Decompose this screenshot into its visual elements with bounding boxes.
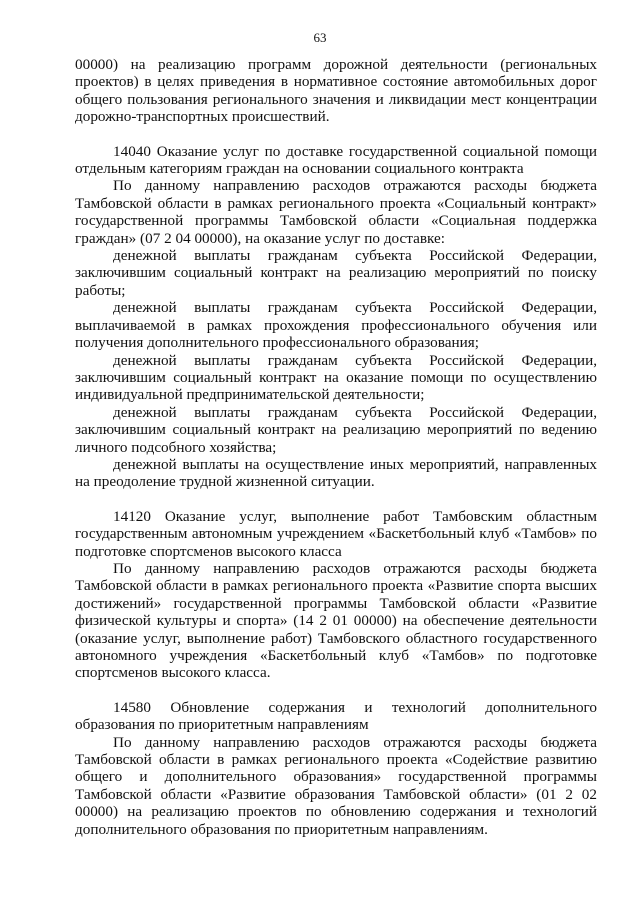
- page-number: 63: [313, 30, 327, 45]
- paragraph: 00000) на реализацию программ дорожной деятельности (региональных проектов) в целях приведения в нормативное состояние автомобильных дорог общего пользования регионального значения и ликвидации мест концентрации дорожно-транспортных происшествий.: [75, 56, 597, 126]
- paragraph: По данному направлению расходов отражаются расходы бюджета Тамбовской области в рамках регионального проекта «Социальный контракт» государственной программы Тамбовской области «Социальная поддержка граждан» (07 2 04 00000), на оказание услуг по доставке:: [75, 177, 597, 247]
- paragraph: По данному направлению расходов отражаются расходы бюджета Тамбовской области в рамках регионального проекта «Развитие спорта высших достижений» государственной программы Тамбовской области «Развитие физической культуры и спорта» (14 2 01 00000) на обеспечение деятельности (оказание услуг, выполнение работ) Тамбовского областного государственного автономного учреждения «Баскетбольный клуб «Тамбов» по подготовке спортсменов высокого класса.: [75, 559, 597, 682]
- list-item: денежной выплаты гражданам субъекта Российской Федерации, заключившим социальный контракт на оказание помощи по осуществлению индивидуальной предпринимательской деятельности;: [75, 351, 597, 404]
- section-heading: 14120 Оказание услуг, выполнение работ Тамбовским областным государственным автономным учреждением «Баскетбольный клуб «Тамбов» по подготовке спортсменов высокого класса: [75, 507, 597, 560]
- list-item: денежной выплаты гражданам субъекта Российской Федерации, выплачиваемой в рамках прохождения профессионального обучения или получения дополнительного профессионального образования;: [75, 299, 597, 352]
- paragraph: По данному направлению расходов отражаются расходы бюджета Тамбовской области в рамках регионального проекта «Содействие развитию общего и дополнительного образования» государственной программы Тамбовской области «Развитие образования Тамбовской области» (01 2 02 00000) на реализацию проектов по обновлению содержания и технологий дополнительного образования по приоритетным направлениям.: [75, 733, 597, 838]
- list-item: денежной выплаты на осуществление иных мероприятий, направленных на преодоление трудной жизненной ситуации.: [75, 455, 597, 491]
- section-heading: 14580 Обновление содержания и технологий дополнительного образования по приоритетным направлениям: [75, 698, 597, 734]
- document-body: [75, 56, 597, 838]
- list-item: денежной выплаты гражданам субъекта Российской Федерации, заключившим социальный контракт на реализацию мероприятий по поиску работы;: [75, 247, 597, 299]
- list-item: денежной выплаты гражданам субъекта Российской Федерации, заключившим социальный контракт на реализацию мероприятий по ведению личного подсобного хозяйства;: [75, 403, 597, 456]
- section-heading: 14040 Оказание услуг по доставке государственной социальной помощи отдельным категориям граждан на основании социального контракта: [75, 142, 597, 178]
